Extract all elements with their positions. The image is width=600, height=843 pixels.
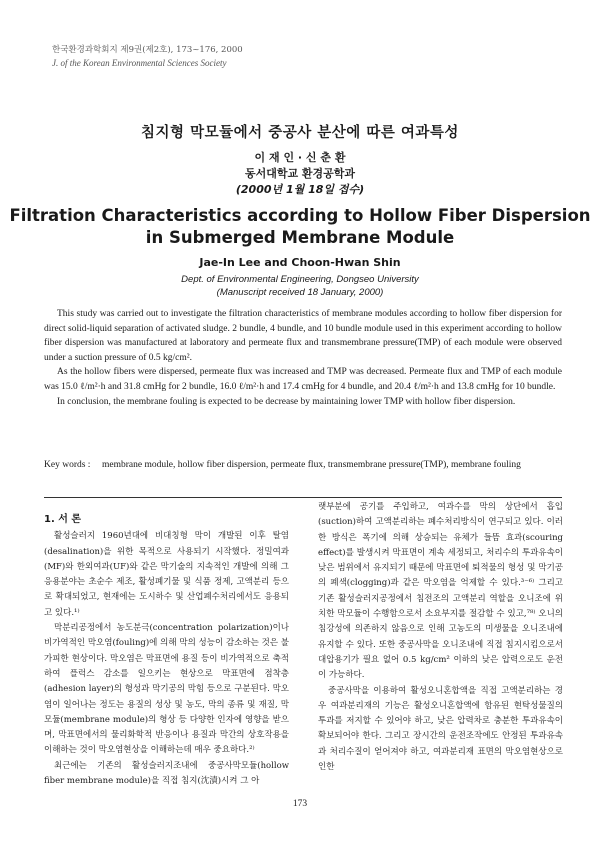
- abstract: [44, 307, 562, 409]
- received-date-english: (Manuscript received 18 January, 2000): [216, 287, 384, 298]
- affiliation-english: Dept. of Environmental Engineering, Dongseo University: [181, 274, 419, 285]
- title-english-line2: in Submerged Membrane Module: [145, 228, 455, 247]
- authors-korean: 이 재 인 · 신 춘 환: [254, 151, 346, 164]
- journal-citation-ko: 한국환경과학회지 제9권(제2호), 173~176, 2000: [52, 45, 243, 55]
- section-heading-introduction: 1. 서 론: [44, 514, 82, 525]
- english-affiliation-block: [0, 273, 600, 299]
- keywords: [44, 458, 562, 472]
- affiliation-korean: 동서대학교 환경공학과: [244, 167, 356, 180]
- title-english-line1: Filtration Characteristics according to Hollow Fiber Dispersion: [9, 206, 591, 225]
- section-divider: [44, 497, 562, 498]
- body-paragraph: 중공사막을 이용하여 활성오니혼합액을 직접 고액분리하는 경우 여과분리재의 기능은 활성오니혼합액에 함유된 현탁성물질의 투과를 저지할 수 있어야 하고, 낮은 압력차로 충분한 투과유속이 확보되어야 한다. 그리고 장시간의 운전조작에도 안정된 투과유속과 처리수질이 얻어져야 하고, 여과분리재 표면의 막오염현상으로 인한: [318, 685, 563, 773]
- body-paragraph: 랫부분에 공기를 주입하고, 여과수를 막의 상단에서 흡입(suction)하여 고액분리하는 폐수처리방식이 연구되고 있다. 이러한 방식은 폭기에 의해 상승되는 유체가 들뜸 효과(scouring effect)를 발생시켜 막표면이 계속 세정되고, 처리수의 투과유속이 낮은 범위에서 유지되기 때문에 막표면에 퇴적물의 형성 및 막기공의 폐색(clogging)과 같은 막오염을 억제할 수 있다.³⁻⁶⁾ 그리고 기존 활성슬러지공정에서 침전조의 고액분리 역할을 오니조에 위치한 막모듈이 수행함으로서 소요부지를 절감할 수 있고,⁷⁸⁾ 오니의 침강성에 의존하지 않음으로 인해 고농도의 미생물을 오니조내에 유지할 수 있다. 또한 중공사막을 오니조내에 직접 침지시킴으로서 대압용기가 필요 없어 0.5 kg/cm² 이하의 낮은 압력으로도 운전이 가능하다.: [318, 502, 563, 681]
- title-english: [0, 205, 600, 249]
- korean-author-block: [0, 150, 600, 198]
- keywords-label: Key words :: [44, 460, 91, 470]
- abstract-paragraph-1: This study was carried out to investigate the filtration characteristics of membrane modules according to hollow fiber dispersion for direct solid-liquid separation of activated sludge. 2 bundle, 4 bundle, and 10 bundle module used in this experiment according to hollow fiber dispersion was manufactured at laboratory and permeate flux and transmembrane pressure(TMP) of each module were observed under a suction pressure of 0.5 kg/cm².: [44, 309, 562, 363]
- authors-english: Jae-In Lee and Choon-Hwan Shin: [199, 256, 401, 269]
- journal-header: [52, 44, 243, 70]
- received-date-korean: (2000년 1월 18일 접수): [235, 183, 365, 196]
- body-left-column: [44, 512, 289, 789]
- journal-name-en: J. of the Korean Environmental Sciences Society: [52, 58, 227, 68]
- title-korean: 침지형 막모듈에서 중공사 분산에 따른 여과특성: [141, 125, 459, 141]
- abstract-paragraph-2: As the hollow fibers were dispersed, permeate flux was increased and TMP was decreased. Permeate flux and TMP of each module was 15.0 ℓ/m²·h and 31.8 cmHg for 2 bundle, 16.0 ℓ/m²·h and 17.4 cmHg for 4 bundle, and 20.4 ℓ/m²·h and 13.8 cmHg for 10 bundle.: [44, 367, 562, 392]
- body-right-column: [318, 500, 563, 775]
- page-number: 173: [292, 799, 308, 809]
- body-paragraph: 활성슬러지 1960년대에 비대칭형 막이 개발된 이후 탈염(desalination)을 위한 목적으로 사용되기 시작했다. 정밀여과(MF)와 한외여과(UF)와 같은 막기술의 지속적인 개발에 의해 그 응용분야는 초순수 제조, 활성폐기물 및 식품 정제, 고액분리 등으로 확대되었고, 현재에는 도시하수 및 산업폐수처리에서도 응용되고 있다.¹⁾: [44, 531, 289, 618]
- body-paragraph: 최근에는 기존의 활성슬러지조내에 중공사막모듈(hollow fiber membrane module)을 직접 침지(沈漬)시켜 그 아: [44, 760, 289, 787]
- keywords-text: membrane module, hollow fiber dispersion, permeate flux, transmembrane pressure(TMP), membrane fouling: [102, 460, 521, 470]
- body-paragraph: 막분리공정에서 농도분극(concentration polarization)이나 비가역적인 막오염(fouling)에 의해 막의 성능이 감소하는 것은 불가피한 현상이다. 막오염은 막표면에 용질 등이 비가역적으로 축적하여 플럭스 감소를 일으키는 현상으로 막표면에 점착층(adhesion layer)의 형성과 막기공의 막힘 등으로 구분된다. 막오염이 일어나는 정도는 용질의 성상 및 농도, 막의 종류 및 재질, 막모듈(membrane module)의 형상 등 다양한 인자에 영향을 받으며, 막표면에서의 물리화학적 반응이나 용질과 막간의 상호작용을 이해하는 것이 막오염현상을 이해하는데 매우 중요하다.²⁾: [44, 623, 289, 756]
- abstract-paragraph-3: In conclusion, the membrane fouling is expected to be decrease by maintaining lower TMP with hollow fiber dispersion.: [57, 396, 516, 407]
